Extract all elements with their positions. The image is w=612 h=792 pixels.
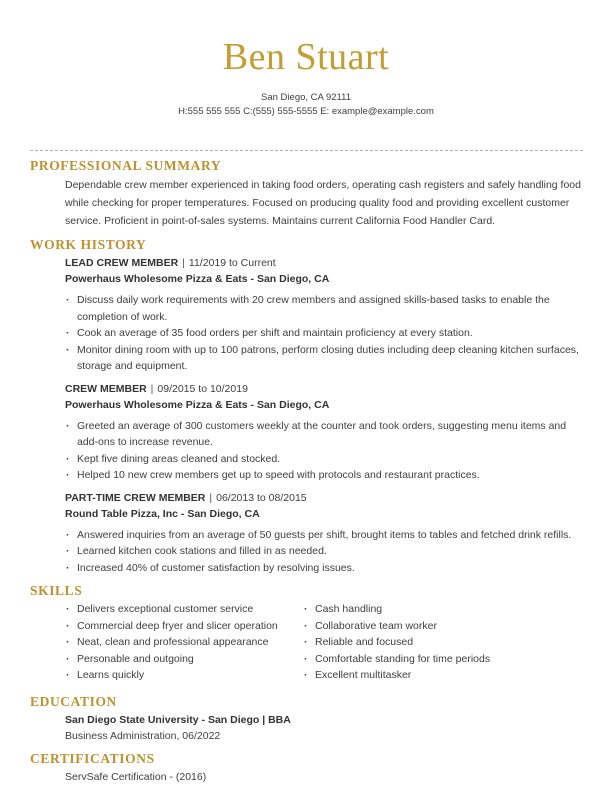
job-bullet: · Answered inquiries from an average of 50 guests per shift, brought items to tables and fetched drink refills. xyxy=(77,527,582,544)
job-separator: | xyxy=(209,491,213,504)
candidate-contact-line: H:555 555 555 C:(555) 555-5555 E: example@example.com xyxy=(178,106,434,117)
job-bullet: · Helped 10 new crew members get up to speed with protocols and restaurant practices. xyxy=(77,467,582,484)
job-entry-1 xyxy=(65,255,582,375)
job-title: PART-TIME CREW MEMBER xyxy=(65,491,206,504)
contact-block xyxy=(0,91,612,119)
education-school: San Diego State University - San Diego | BBA xyxy=(65,713,291,726)
job-title: CREW MEMBER xyxy=(65,382,147,395)
job-company: Round Table Pizza, Inc - San Diego, CA xyxy=(65,507,260,520)
skill-item: · Reliable and focused xyxy=(315,634,582,651)
job-bullet-list xyxy=(77,292,582,375)
job-title-line xyxy=(65,490,582,506)
skills-columns xyxy=(65,601,582,687)
job-separator: | xyxy=(182,257,185,269)
section-heading-skills: SKILLS xyxy=(30,583,83,598)
education-entry xyxy=(65,712,582,744)
job-dates: 06/2013 to 08/2015 xyxy=(216,491,307,504)
job-bullet: · Increased 40% of customer satisfaction by resolving issues. xyxy=(77,560,582,577)
skills-column-right xyxy=(303,601,582,687)
skill-item: · Collaborative team worker xyxy=(315,618,582,635)
skill-item: · Personable and outgoing xyxy=(77,651,303,668)
section-heading-certifications: CERTIFICATIONS xyxy=(30,750,155,766)
skills-list-right xyxy=(315,601,582,684)
skill-item: · Delivers exceptional customer service xyxy=(77,601,303,618)
job-bullet: · Monitor dining room with up to 100 patrons, perform closing duties including deep cleaning kitchen surfaces, storage and equipment. xyxy=(77,342,582,375)
job-bullet-list xyxy=(77,418,582,484)
job-bullet: · Discuss daily work requirements with 20 crew members and assigned skills-based tasks to enable the completion of work. xyxy=(77,292,582,325)
job-bullet: · Learned kitchen cook stations and filled in as needed. xyxy=(77,543,582,560)
candidate-location: San Diego, CA 92111 xyxy=(261,92,351,103)
job-bullet: · Kept five dining areas cleaned and stocked. xyxy=(77,451,582,468)
section-heading-education: EDUCATION xyxy=(30,693,117,709)
job-title-line xyxy=(65,255,582,271)
skill-item: · Neat, clean and professional appearance xyxy=(77,634,303,651)
job-entry-2 xyxy=(65,381,582,484)
job-company: Powerhaus Wholesome Pizza & Eats - San Diego, CA xyxy=(65,398,330,411)
skills-list-left xyxy=(77,601,303,684)
job-bullet-list xyxy=(77,527,582,577)
resume-header xyxy=(0,0,612,119)
job-dates: 11/2019 to Current xyxy=(188,257,276,269)
job-separator: | xyxy=(150,382,154,395)
job-bullet: · Cook an average of 35 food orders per shift and maintain proficiency at every station. xyxy=(77,325,582,342)
job-title-line xyxy=(65,381,582,397)
candidate-name: Ben Stuart xyxy=(222,36,390,78)
job-company: Powerhaus Wholesome Pizza & Eats - San Diego, CA xyxy=(65,273,330,285)
professional-summary-text: Dependable crew member experienced in taking food orders, operating cash registers and safely handling food while checking for proper temperatures. Focused on producing quality food and providing excellent customer service. Proficient in point-of-sales systems. Maintains current California Food Handler Card. xyxy=(65,179,581,227)
education-degree: Business Administration, 06/2022 xyxy=(65,729,221,742)
skill-item: · Cash handling xyxy=(315,601,582,618)
job-bullet: · Greeted an average of 300 customers weekly at the counter and took orders, suggesting menu items and add-ons to increase revenue. xyxy=(77,418,582,451)
job-entry-3 xyxy=(65,490,582,577)
skill-item: · Excellent multitasker xyxy=(315,667,582,684)
skill-item: · Commercial deep fryer and slicer operation xyxy=(77,618,303,635)
certification-item: ServSafe Certification - (2016) xyxy=(65,770,207,783)
skill-item: · Learns quickly xyxy=(77,667,303,684)
header-divider xyxy=(30,150,583,151)
section-heading-work-history: WORK HISTORY xyxy=(30,237,147,252)
skill-item: · Comfortable standing for time periods xyxy=(315,651,582,668)
job-dates: 09/2015 to 10/2019 xyxy=(157,382,248,395)
section-heading-professional-summary: PROFESSIONAL SUMMARY xyxy=(30,158,222,173)
skills-column-left xyxy=(65,601,303,687)
job-title: LEAD CREW MEMBER xyxy=(65,257,179,269)
